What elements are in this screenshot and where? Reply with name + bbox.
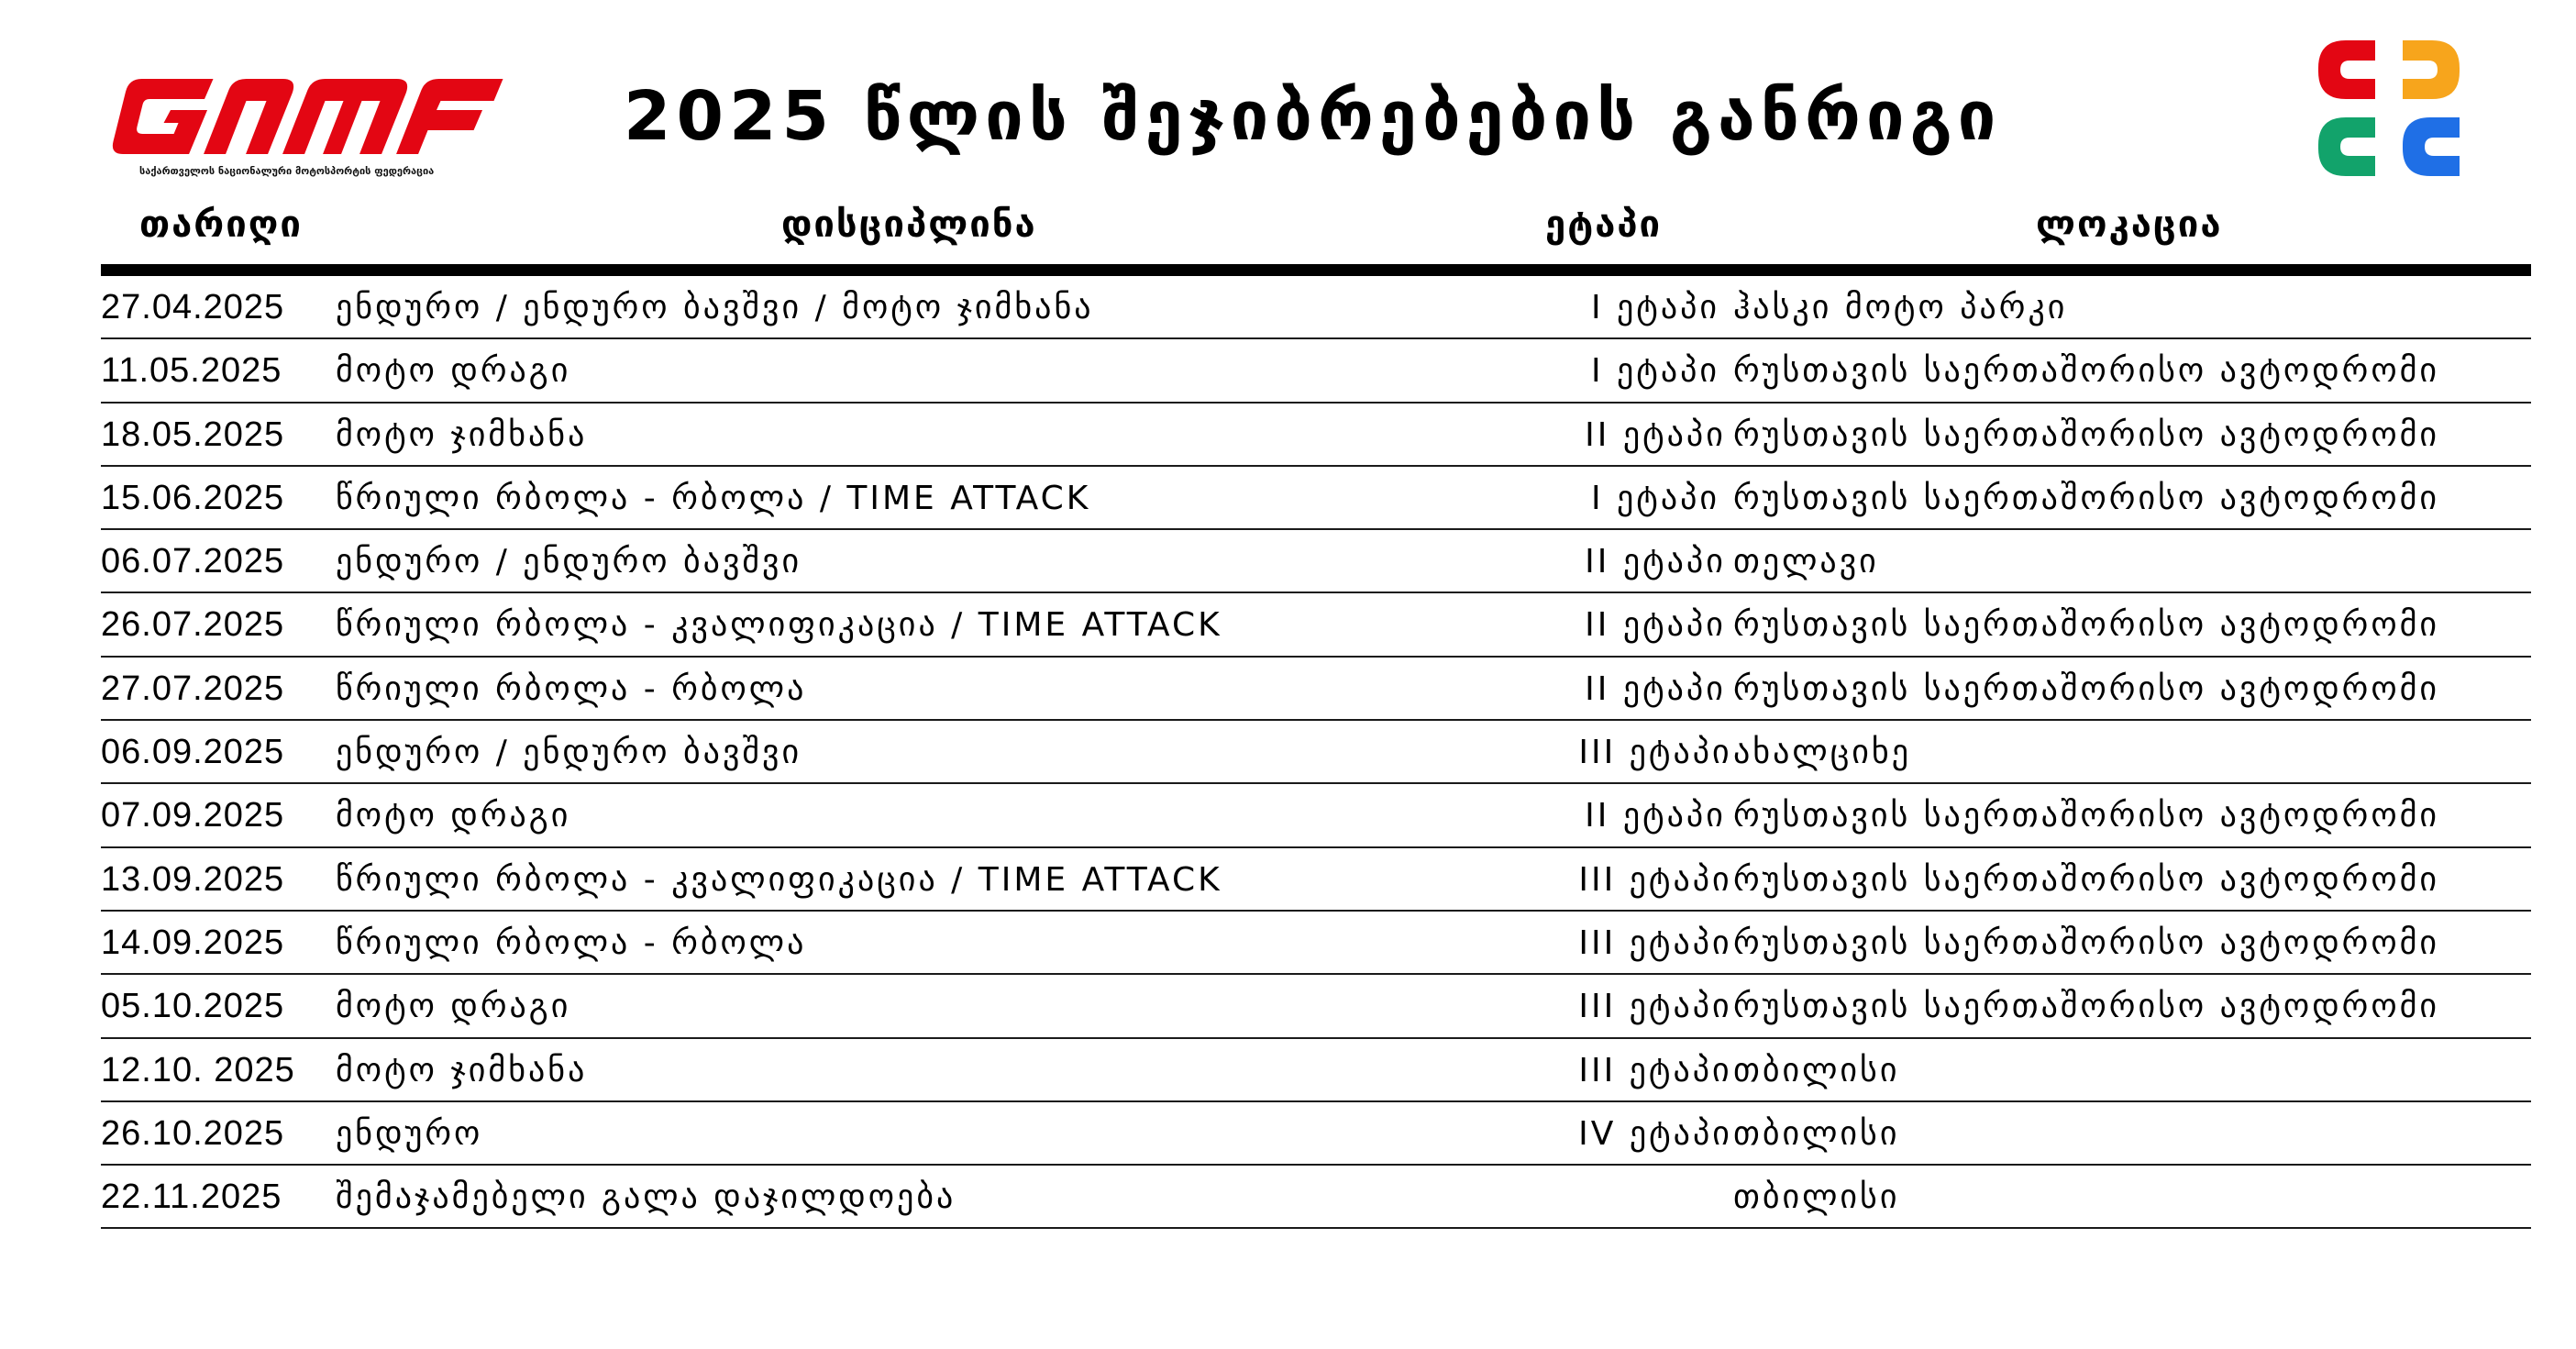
event-location: რუსთავის საერთაშორისო ავტოდრომი xyxy=(1733,797,2440,835)
logo-subtitle: საქართველოს ნაციონალური მოტოსპორტის ფედერაცია xyxy=(139,165,435,177)
event-date: 13.09.2025 xyxy=(101,859,285,899)
table-row xyxy=(101,1039,2531,1102)
event-stage: IV ეტაპი xyxy=(1578,1114,1732,1153)
table-row xyxy=(101,1102,2531,1166)
event-discipline: მოტო დრაგი xyxy=(336,988,571,1026)
event-discipline: წრიული რბოლა - რბოლა / TIME ATTACK xyxy=(336,479,1091,517)
event-discipline: მოტო დრაგი xyxy=(336,352,571,391)
event-date: 15.06.2025 xyxy=(101,478,285,517)
event-discipline: ენდურო / ენდურო ბავშვი xyxy=(336,734,802,772)
event-location: თბილისი xyxy=(1733,1114,1900,1153)
schedule-table xyxy=(101,276,2531,1229)
brand-mark-icon xyxy=(2311,35,2476,182)
event-discipline: ენდურო / ენდურო ბავშვი / მოტო ჯიმხანა xyxy=(336,289,1094,326)
column-header-discipline: დისციპლინა xyxy=(781,204,1037,246)
event-discipline: მოტო დრაგი xyxy=(336,797,571,835)
event-location: რუსთავის საერთაშორისო ავტოდრომი xyxy=(1733,860,2440,899)
event-stage: III ეტაპი xyxy=(1578,1051,1732,1089)
table-row xyxy=(101,784,2531,847)
event-stage: II ეტაპი xyxy=(1585,606,1726,645)
event-location: ჰასკი მოტო პარკი xyxy=(1733,289,2068,326)
brand-mark-piece xyxy=(2318,40,2375,99)
event-stage: I ეტაპი xyxy=(1590,289,1720,326)
table-row xyxy=(101,848,2531,912)
event-location: რუსთავის საერთაშორისო ავტოდრომი xyxy=(1733,415,2440,454)
event-discipline: მოტო ჯიმხანა xyxy=(336,415,588,454)
event-stage: II ეტაპი xyxy=(1585,415,1726,454)
event-date: 27.07.2025 xyxy=(101,669,285,708)
event-date: 18.05.2025 xyxy=(101,415,285,454)
event-stage: II ეტაპი xyxy=(1585,797,1726,835)
event-date: 26.07.2025 xyxy=(101,605,285,645)
event-stage: III ეტაპი xyxy=(1578,860,1732,899)
event-discipline: შემაჯამებელი გალა დაჯილდოება xyxy=(336,1178,956,1217)
table-row xyxy=(101,530,2531,593)
table-row xyxy=(101,404,2531,467)
table-row xyxy=(101,339,2531,403)
event-location: რუსთავის საერთაშორისო ავტოდრომი xyxy=(1733,606,2440,645)
column-header-location: ლოკაცია xyxy=(2036,204,2223,246)
table-row xyxy=(101,912,2531,975)
table-row xyxy=(101,975,2531,1038)
header-divider xyxy=(101,264,2531,276)
event-location: თბილისი xyxy=(1733,1178,1900,1217)
event-date: 06.07.2025 xyxy=(101,542,285,581)
brand-mark-piece xyxy=(2318,117,2375,176)
event-date: 14.09.2025 xyxy=(101,923,285,962)
event-stage: II ეტაპი xyxy=(1585,669,1726,708)
column-header-stage: ეტაპი xyxy=(1545,204,1663,246)
event-discipline: წრიული რბოლა - კვალიფიკაცია / TIME ATTACK xyxy=(336,860,1222,899)
event-date: 26.10.2025 xyxy=(101,1113,285,1153)
table-row xyxy=(101,658,2531,721)
event-location: რუსთავის საერთაშორისო ავტოდრომი xyxy=(1733,479,2440,517)
event-stage: III ეტაპი xyxy=(1578,923,1732,962)
event-discipline: ენდურო / ენდურო ბავშვი xyxy=(336,543,802,581)
event-location: რუსთავის საერთაშორისო ავტოდრომი xyxy=(1733,352,2440,391)
event-stage: II ეტაპი xyxy=(1585,543,1726,581)
table-row xyxy=(101,1166,2531,1229)
event-date: 11.05.2025 xyxy=(101,351,282,391)
event-date: 06.09.2025 xyxy=(101,733,285,772)
event-location: ახალციხე xyxy=(1733,734,1911,772)
brand-mark-piece xyxy=(2403,117,2460,176)
event-location: რუსთავის საერთაშორისო ავტოდრომი xyxy=(1733,669,2440,708)
event-date: 22.11.2025 xyxy=(101,1178,282,1217)
gnmf-logo-wordmark xyxy=(103,73,506,160)
event-location: რუსთავის საერთაშორისო ავტოდრომი xyxy=(1733,988,2440,1026)
event-discipline: წრიული რბოლა - კვალიფიკაცია / TIME ATTACK xyxy=(336,606,1222,645)
event-location: რუსთავის საერთაშორისო ავტოდრომი xyxy=(1733,923,2440,962)
event-discipline: მოტო ჯიმხანა xyxy=(336,1051,588,1089)
event-date: 05.10.2025 xyxy=(101,987,285,1026)
brand-mark-piece xyxy=(2403,40,2460,99)
event-stage: I ეტაპი xyxy=(1590,352,1720,391)
table-header xyxy=(101,188,2531,261)
page-title: 2025 წლის შეჯიბრებების განრიგი xyxy=(624,77,2002,156)
event-stage: I ეტაპი xyxy=(1590,479,1720,517)
event-discipline: წრიული რბოლა - რბოლა xyxy=(336,669,807,708)
table-row xyxy=(101,467,2531,530)
federation-logo xyxy=(103,73,506,183)
event-date: 27.04.2025 xyxy=(101,288,285,326)
table-row xyxy=(101,593,2531,657)
column-header-date: თარიღი xyxy=(139,204,303,246)
event-location: თელავი xyxy=(1733,543,1879,581)
event-discipline: ენდურო xyxy=(336,1114,483,1153)
event-location: თბილისი xyxy=(1733,1051,1900,1089)
event-stage: III ეტაპი xyxy=(1578,988,1732,1026)
event-date: 07.09.2025 xyxy=(101,796,285,835)
event-stage: III ეტაპი xyxy=(1578,734,1732,772)
event-discipline: წრიული რბოლა - რბოლა xyxy=(336,923,807,962)
event-date: 12.10. 2025 xyxy=(101,1050,295,1089)
table-row xyxy=(101,276,2531,339)
table-row xyxy=(101,721,2531,784)
